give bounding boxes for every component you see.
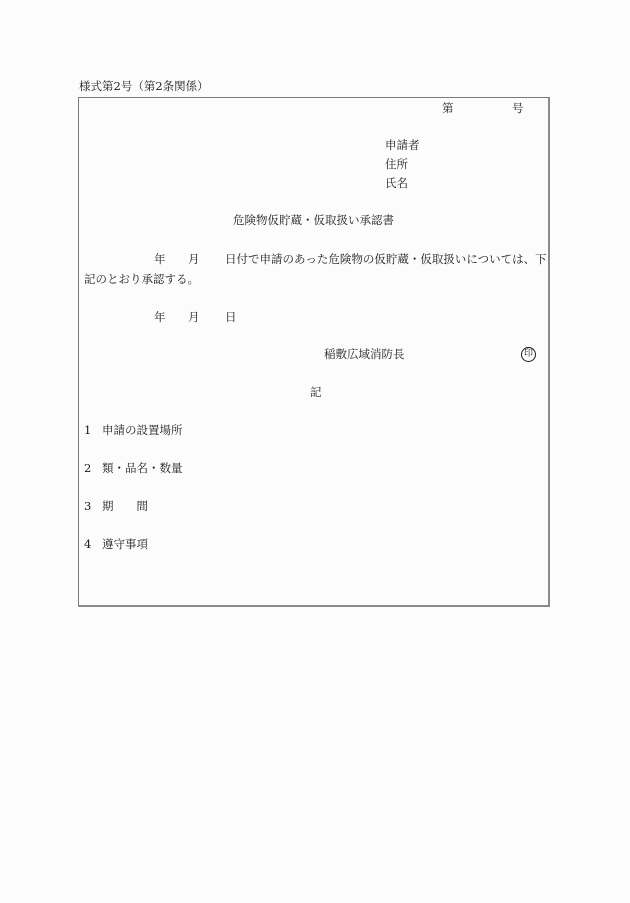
document-number-prefix: 第	[442, 101, 454, 115]
body-text-line2: 記のとおり承認する。	[84, 272, 199, 286]
list-item	[84, 425, 183, 437]
list-item-label: 期 間	[102, 499, 148, 513]
document-frame	[78, 97, 550, 607]
body-text-line1: 日付で申請のあった危険物の仮貯蔵・仮取扱いについては、下	[225, 252, 547, 266]
list-item-number: 1	[84, 423, 92, 437]
name-label: 氏名	[385, 176, 408, 190]
applicant-label: 申請者	[385, 138, 420, 152]
list-item-number: 3	[84, 499, 92, 513]
date-month-label: 月	[188, 310, 200, 324]
body-month-label: 月	[188, 252, 200, 266]
list-item-number: 2	[84, 461, 92, 475]
seal-icon: 印	[521, 347, 536, 362]
list-item-label: 遵守事項	[102, 537, 148, 551]
body-year-label: 年	[154, 252, 166, 266]
list-item	[84, 539, 148, 551]
date-year-label: 年	[154, 310, 166, 324]
list-item-label: 申請の設置場所	[102, 423, 183, 437]
date-day-label: 日	[225, 310, 237, 324]
issuer-name: 稲敷広域消防長	[324, 347, 405, 361]
ki-heading: 記	[310, 385, 322, 399]
list-item-label: 類・品名・数量	[102, 461, 183, 475]
list-item-number: 4	[84, 537, 92, 551]
address-label: 住所	[385, 157, 408, 171]
document-number-suffix: 号	[512, 101, 524, 115]
form-number-label: 様式第2号（第2条関係）	[79, 79, 209, 93]
document-title: 危険物仮貯蔵・仮取扱い承認書	[233, 213, 394, 227]
list-item	[84, 463, 183, 475]
list-item	[84, 501, 148, 513]
